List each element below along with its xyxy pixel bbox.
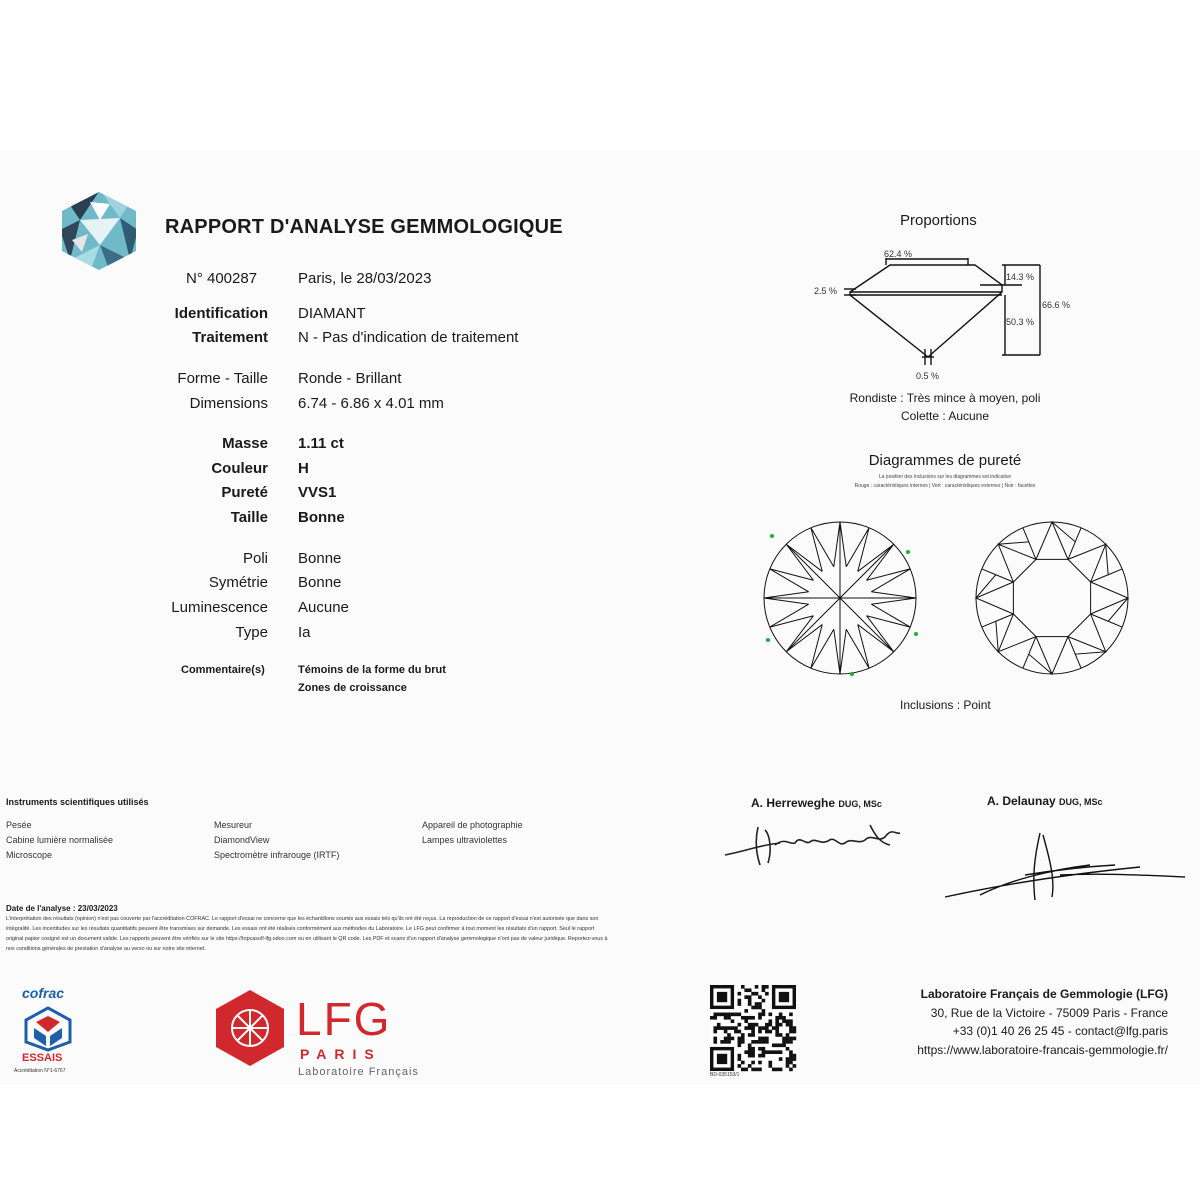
field-label-symetrie: Symétrie bbox=[208, 574, 268, 591]
instrument-item: DiamondView bbox=[214, 835, 270, 845]
analysis-disclaimer: L'interprétation des résultats (opinion) n'est pas couverte par l'accréditation COFRAC. Le rapport d'essai ne concerne que les échantillons soumis aux essais tels qu'ils ont été reçus. La reproduction de ce rapport d'essai n'est autorisée que dans son intégralité. Les incertitudes sur les résultats quantitatifs peuvent être transmises sur demande. Les essais ont été réalisés conformément aux méthodes du Laboratoire. Le LFG peut confirmer à tout moment les résultats d'un rapport. Seul le rapport original papier cosigné est un document valide. Les rapports peuvent être vérifiés sur le site https://topcasofl-lfg.odoo.com ou en utilisant le QR code. Les PDF et scans d'un rapport d'analyse gemmologique n'ont pas de valeur juridique. Reportez-vous à nos conditions générales de prestation d'analyse au verso ou sur notre site internet. bbox=[6, 916, 608, 952]
report-number: N° 400287 bbox=[186, 270, 258, 287]
comments-label: Commentaire(s) bbox=[181, 664, 265, 676]
lab-contact[interactable]: +33 (0)1 40 26 25 45 - contact@lfg.paris bbox=[952, 1024, 1168, 1038]
lab-url[interactable]: https://www.laboratoire-francais-gemmologie.fr/ bbox=[917, 1042, 1168, 1057]
clarity-title: Diagrammes de pureté bbox=[868, 452, 1022, 469]
qr-code[interactable] bbox=[710, 985, 796, 1071]
clarity-diagram-crown bbox=[972, 518, 1132, 678]
comment-line-2: Zones de croissance bbox=[298, 682, 407, 694]
comment-line-1: Témoins de la forme du brut bbox=[298, 664, 446, 676]
instrument-item: Spectromètre infrarouge (IRTF) bbox=[214, 850, 340, 860]
field-value-dimensions: 6.74 - 6.86 x 4.01 mm bbox=[298, 395, 444, 412]
lfg-logo-icon bbox=[214, 988, 286, 1068]
lab-info bbox=[917, 985, 1168, 1059]
gem-photo bbox=[60, 190, 138, 272]
field-label-dimensions: Dimensions bbox=[189, 395, 268, 412]
lab-address: 30, Rue de la Victoire - 75009 Paris - France bbox=[930, 1005, 1168, 1020]
cofrac-wordmark: cofrac bbox=[22, 985, 65, 1001]
lfg-logo-city: PARIS bbox=[300, 1046, 382, 1062]
lab-name: Laboratoire Français de Gemmologie (LFG) bbox=[920, 987, 1168, 1001]
field-value-couleur: H bbox=[298, 460, 309, 477]
field-value-symetrie: Bonne bbox=[298, 574, 342, 591]
field-label-identification: Identification bbox=[174, 305, 268, 322]
field-label-poli: Poli bbox=[242, 550, 268, 567]
analysis-date: Date de l'analyse : 23/03/2023 bbox=[6, 904, 118, 913]
field-value-type: Ia bbox=[298, 624, 311, 641]
proportions-diagram bbox=[810, 245, 1080, 390]
field-label-type: Type bbox=[235, 624, 268, 641]
field-value-taille: Bonne bbox=[298, 509, 345, 526]
signature-1-image bbox=[720, 815, 910, 870]
instrument-item: Pesée bbox=[6, 820, 32, 830]
field-label-forme: Forme - Taille bbox=[177, 370, 268, 387]
field-value-forme: Ronde - Brillant bbox=[298, 370, 402, 387]
culet-description: Colette : Aucune bbox=[900, 409, 990, 423]
signature-2-image bbox=[940, 825, 1190, 905]
prop-table: 62.4 % bbox=[884, 249, 913, 259]
lfg-logo-sub: Laboratoire Français bbox=[298, 1066, 419, 1078]
field-label-luminescence: Luminescence bbox=[171, 599, 268, 616]
inclusions-text: Inclusions : Point bbox=[900, 698, 991, 712]
prop-pavilion: 50.3 % bbox=[1006, 317, 1035, 327]
signer-2-title: DUG, MSc bbox=[1059, 797, 1103, 807]
instrument-item: Mesureur bbox=[214, 820, 253, 830]
field-label-purete: Pureté bbox=[221, 484, 268, 501]
lfg-logo-text: LFG bbox=[296, 993, 392, 1045]
signer-1 bbox=[751, 796, 882, 810]
cofrac-essais: ESSAIS bbox=[22, 1052, 63, 1064]
prop-total-depth: 66.6 % bbox=[1042, 300, 1071, 310]
instrument-item: Lampes ultraviolettes bbox=[422, 835, 508, 845]
field-label-masse: Masse bbox=[222, 435, 268, 452]
clarity-note-1: La position des inclusions sur les diagrammes est indicative bbox=[878, 474, 1012, 480]
clarity-note-2: Rouge : caractéristiques internes | Vert : caractéristiques externes | Noir : facettes bbox=[854, 483, 1036, 489]
field-value-identification: DIAMANT bbox=[298, 305, 366, 322]
instrument-item: Cabine lumière normalisée bbox=[6, 835, 114, 845]
instruments-title: Instruments scientifiques utilisés bbox=[6, 797, 149, 807]
field-value-traitement: N - Pas d'indication de traitement bbox=[298, 329, 519, 346]
field-label-taille: Taille bbox=[230, 509, 268, 526]
field-value-poli: Bonne bbox=[298, 550, 342, 567]
field-value-masse: 1.11 ct bbox=[298, 435, 344, 452]
field-label-couleur: Couleur bbox=[211, 460, 268, 477]
instrument-item: Appareil de photographie bbox=[422, 820, 523, 830]
signer-2-name: A. Delaunay bbox=[987, 794, 1056, 808]
girdle-description: Rondiste : Très mince à moyen, poli bbox=[849, 391, 1041, 405]
report-place-date: Paris, le 28/03/2023 bbox=[298, 270, 432, 287]
clarity-diagram-pavilion bbox=[760, 518, 920, 678]
field-label-traitement: Traitement bbox=[192, 329, 268, 346]
instruments-col-2 bbox=[214, 818, 339, 863]
instruments-col-1 bbox=[6, 818, 113, 863]
signer-1-title: DUG, MSc bbox=[838, 799, 882, 809]
report-title: RAPPORT D'ANALYSE GEMMOLOGIQUE bbox=[165, 216, 563, 238]
instrument-item: Microscope bbox=[6, 850, 53, 860]
signer-1-name: A. Herreweghe bbox=[751, 796, 836, 810]
cofrac-emblem bbox=[22, 1004, 74, 1050]
field-value-purete: VVS1 bbox=[298, 484, 337, 501]
prop-culet: 0.5 % bbox=[916, 371, 940, 381]
proportions-title: Proportions bbox=[900, 212, 977, 229]
prop-crown: 14.3 % bbox=[1006, 272, 1035, 282]
signer-2 bbox=[987, 794, 1103, 808]
instruments-col-3 bbox=[422, 818, 523, 848]
prop-girdle: 2.5 % bbox=[814, 286, 838, 296]
cofrac-accreditation: Accréditation N°1-6767 bbox=[14, 1068, 66, 1074]
qr-code-label: BD-035153/1 bbox=[710, 1072, 740, 1078]
field-value-luminescence: Aucune bbox=[298, 599, 349, 616]
